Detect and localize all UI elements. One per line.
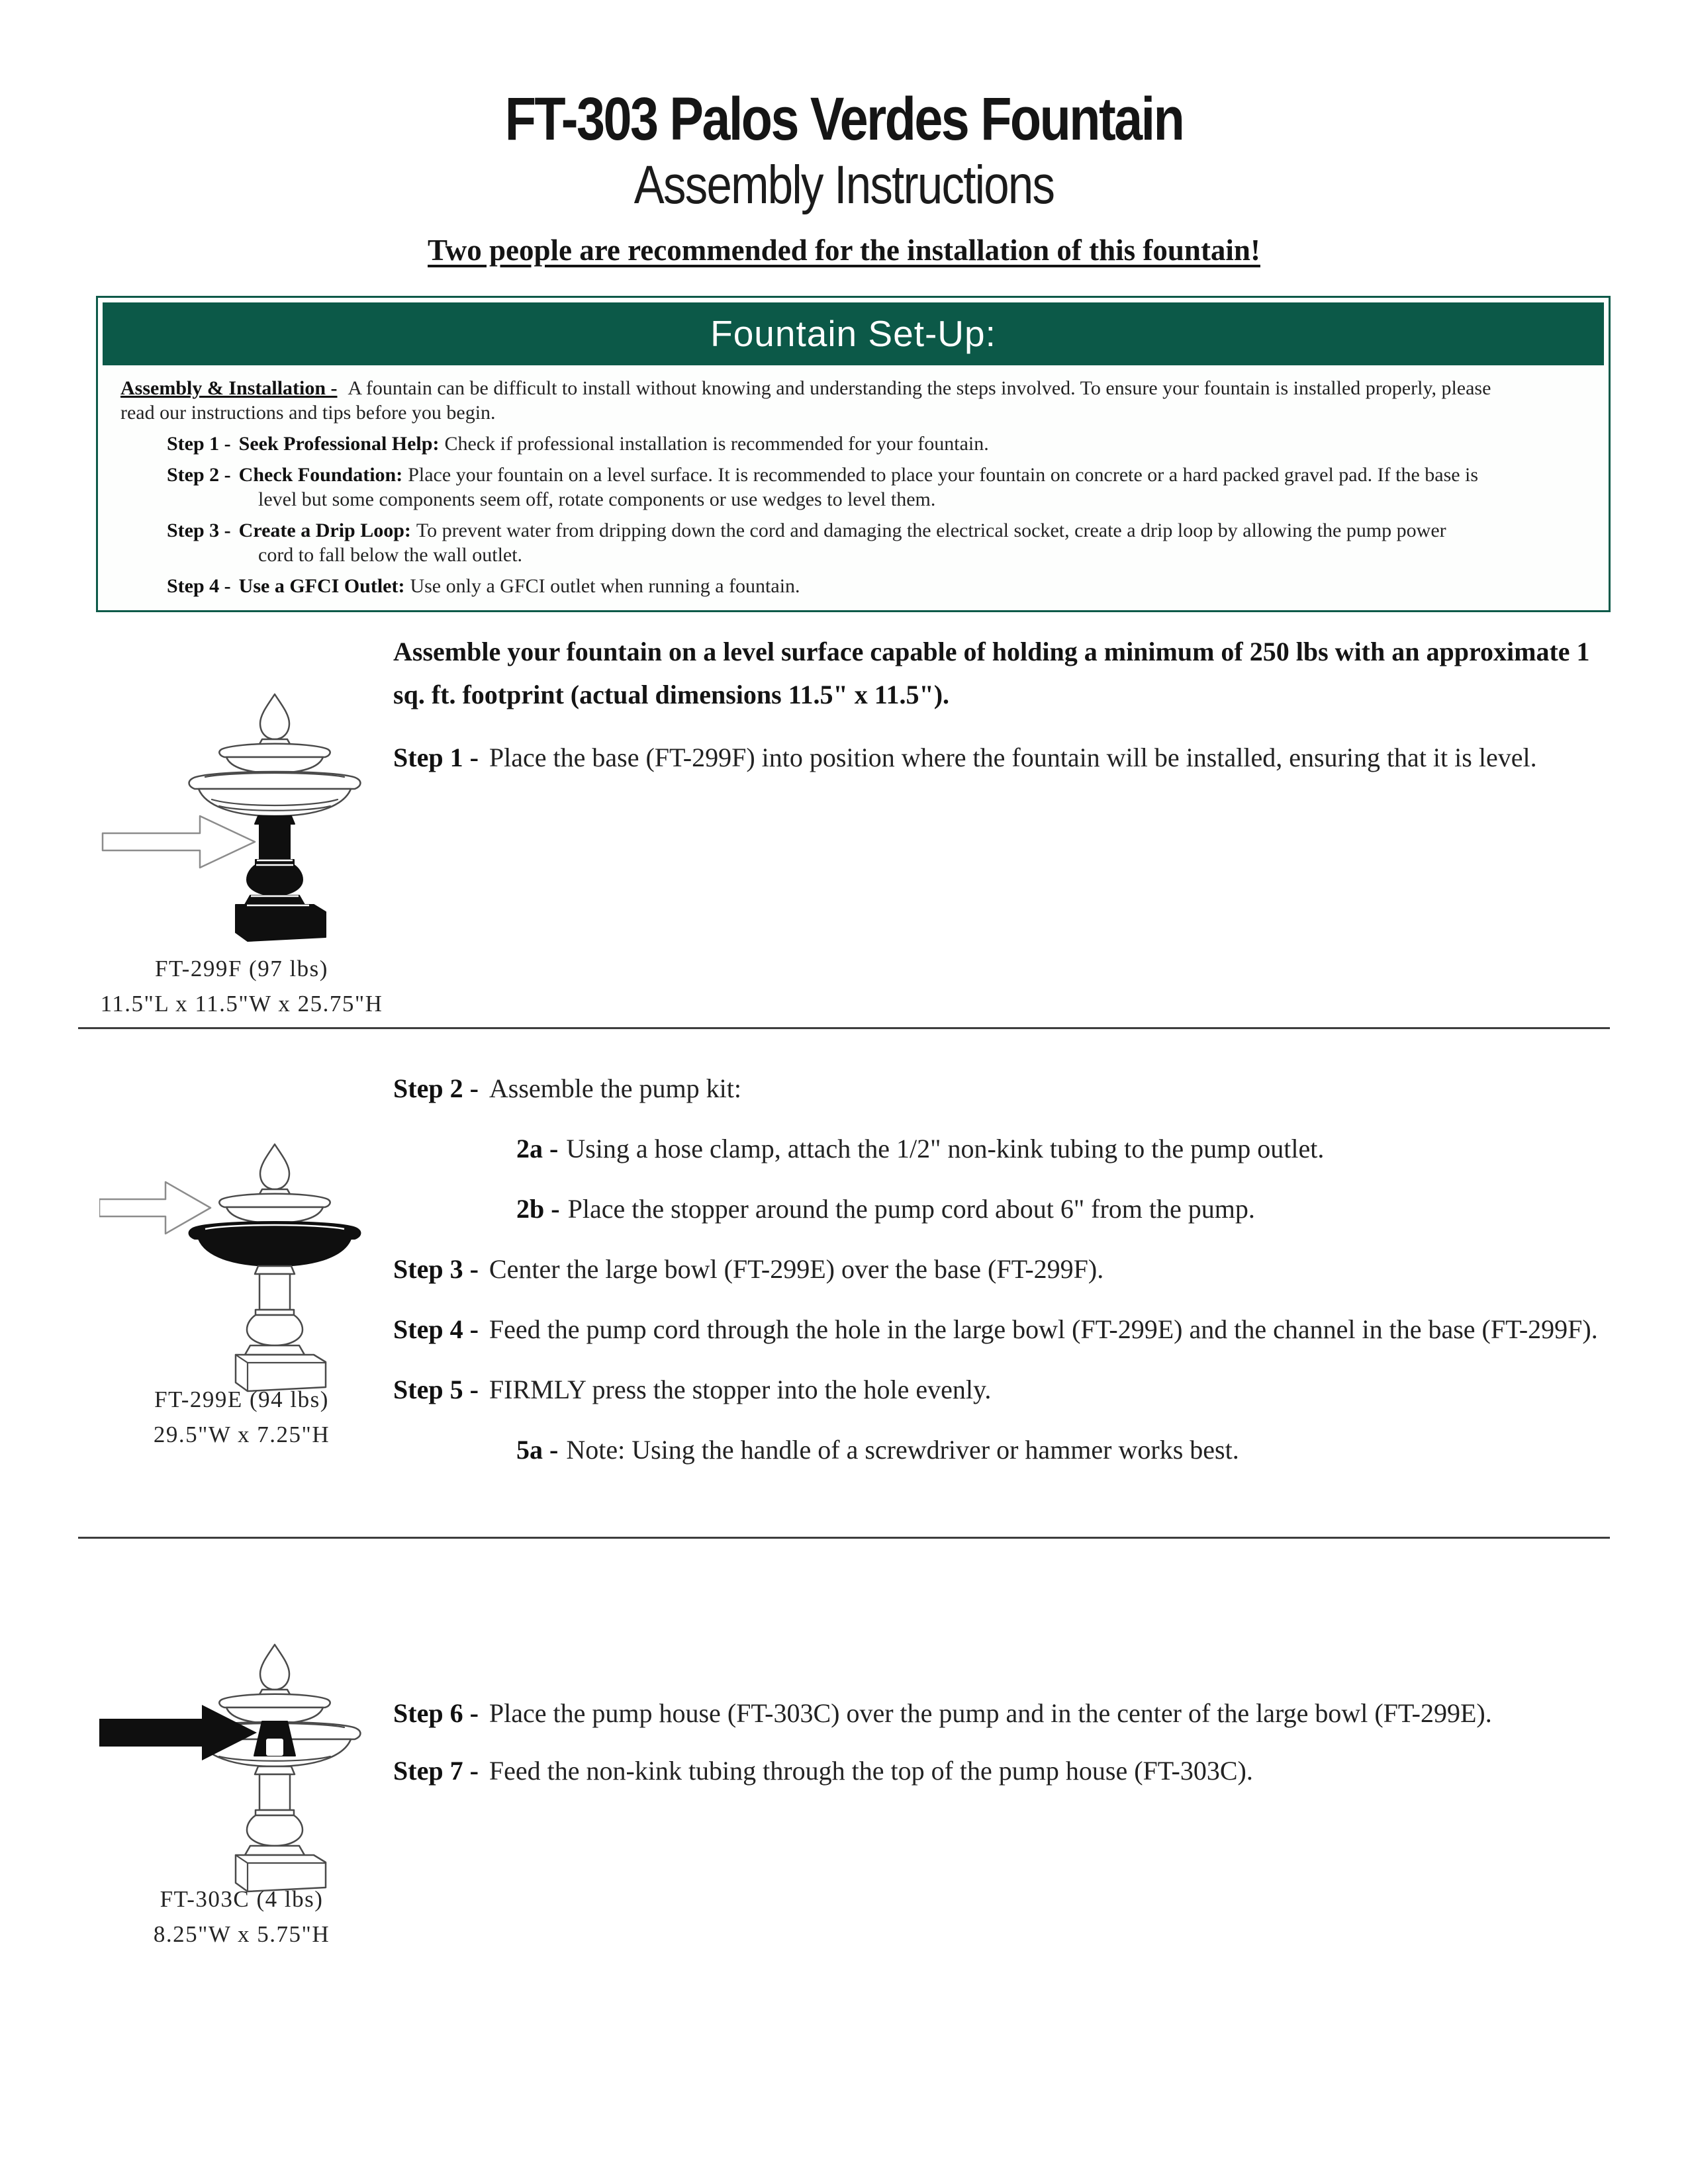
setup-box-header: Fountain Set-Up: [103, 302, 1604, 365]
fountain-bowl-highlighted-icon [99, 1130, 391, 1394]
fountain-base-highlighted-icon [99, 680, 391, 944]
sub-step-2a [516, 1127, 1618, 1170]
step-label: 2a - [516, 1134, 559, 1163]
fountain-setup-box [96, 296, 1611, 612]
figure-fountain-pumphouse-highlighted [99, 1630, 391, 1895]
section3-text [393, 1692, 1618, 1792]
figure-caption-bowl [56, 1382, 427, 1452]
section-divider [78, 1027, 1610, 1029]
setup-box-body [103, 365, 1604, 610]
step-text: Use only a GFCI outlet when running a fountain. [410, 575, 800, 597]
step-text: Place the base (FT-299F) into position where the fountain will be installed, ensuring that it is level. [489, 743, 1537, 772]
setup-step-2 [167, 463, 1484, 512]
main-step-5 [393, 1368, 1618, 1411]
step-label: Step 4 - [167, 575, 231, 597]
step-text: Note: Using the handle of a screwdriver or hammer works best. [566, 1435, 1239, 1465]
step-title: Create a Drip Loop: [238, 520, 411, 541]
setup-intro-paragraph [120, 376, 1511, 425]
step-title: Check Foundation: [238, 464, 403, 486]
figure-caption-pumphouse [56, 1882, 427, 1952]
installation-note: Two people are recommended for the installation of this fountain! [428, 234, 1260, 267]
sub-step-5a [516, 1428, 1618, 1471]
step-label: Step 3 - [167, 520, 231, 541]
section1-text [393, 630, 1618, 779]
step-label: Step 1 - [167, 433, 231, 455]
step-label: Step 1 - [393, 743, 479, 772]
step-label: Step 5 - [393, 1375, 479, 1404]
step-label: 2b - [516, 1194, 560, 1224]
caption-part-number: FT-299F (97 lbs) [155, 956, 328, 981]
step-text: Place your fountain on a level surface. It is recommended to place your fountain on concrete or a hard packed gravel pad. If the base is level but some components seem off, rotate components or use wedges to level them. [258, 464, 1479, 510]
step-text: Place the stopper around the pump cord about 6" from the pump. [567, 1194, 1255, 1224]
figure-fountain-bowl-highlighted [99, 1130, 391, 1394]
sub-step-2b [516, 1187, 1618, 1230]
main-step-1 [393, 736, 1618, 779]
step-text: Place the pump house (FT-303C) over the pump and in the center of the large bowl (FT-299E). [489, 1698, 1492, 1728]
main-step-3 [393, 1248, 1618, 1291]
fountain-pumphouse-highlighted-icon [99, 1630, 391, 1895]
step-text: Assemble the pump kit: [489, 1073, 741, 1103]
step-label: Step 4 - [393, 1314, 479, 1344]
step-label: Step 2 - [393, 1073, 479, 1103]
setup-step-3 [167, 518, 1484, 567]
outline-arrow-right-icon [103, 816, 255, 868]
caption-part-number: FT-299E (94 lbs) [154, 1387, 329, 1412]
caption-dimensions: 8.25"W x 5.75"H [153, 1921, 330, 1947]
main-step-7 [393, 1749, 1618, 1792]
outline-arrow-right-icon [99, 1182, 211, 1234]
step-label: Step 2 - [167, 464, 231, 486]
step-text: Feed the non-kink tubing through the top of the pump house (FT-303C). [489, 1756, 1253, 1786]
step-text: Feed the pump cord through the hole in the large bowl (FT-299E) and the channel in the base (FT-299F). [489, 1314, 1598, 1344]
step-text: Center the large bowl (FT-299E) over the base (FT-299F). [489, 1254, 1104, 1284]
setup-steps-list [167, 432, 1484, 598]
step-label: 5a - [516, 1435, 559, 1465]
step-title: Use a GFCI Outlet: [238, 575, 405, 597]
title-block [0, 0, 1688, 267]
setup-intro-text: A fountain can be difficult to install without knowing and understanding the steps involved. To ensure your fountain is installed properly, please read our instructions and tips before you begin. [120, 377, 1491, 424]
step-text: FIRMLY press the stopper into the hole evenly. [489, 1375, 992, 1404]
figure-fountain-base-highlighted [99, 680, 391, 944]
page-title: FT-303 Palos Verdes Fountain [504, 85, 1184, 153]
caption-part-number: FT-303C (4 lbs) [160, 1886, 324, 1912]
step-label: Step 3 - [393, 1254, 479, 1284]
step-label: Step 6 - [393, 1698, 479, 1728]
setup-intro-label: Assembly & Installation - [120, 377, 338, 399]
step-text: Check if professional installation is recommended for your fountain. [444, 433, 989, 455]
main-step-2 [393, 1067, 1618, 1110]
step-text: Using a hose clamp, attach the 1/2" non-kink tubing to the pump outlet. [566, 1134, 1325, 1163]
step-text: To prevent water from dripping down the cord and damaging the electrical socket, create a drip loop by allowing the pump power cord to fall below the wall outlet. [258, 520, 1446, 566]
step-label: Step 7 - [393, 1756, 479, 1786]
caption-dimensions: 29.5"W x 7.25"H [153, 1422, 330, 1447]
main-step-6 [393, 1692, 1618, 1735]
page-subtitle: Assembly Instructions [633, 155, 1055, 215]
section-divider [78, 1537, 1610, 1539]
main-step-4 [393, 1308, 1618, 1351]
section1-intro: Assemble your fountain on a level surface capable of holding a minimum of 250 lbs with an approximate 1 sq. ft. footprint (actual dimensions 11.5" x 11.5"). [393, 637, 1590, 709]
setup-step-4 [167, 574, 1484, 598]
step-title: Seek Professional Help: [238, 433, 440, 455]
caption-dimensions: 11.5"L x 11.5"W x 25.75"H [100, 991, 383, 1017]
section2-text [393, 1067, 1618, 1471]
setup-step-1 [167, 432, 1484, 456]
figure-caption-base [56, 951, 427, 1021]
